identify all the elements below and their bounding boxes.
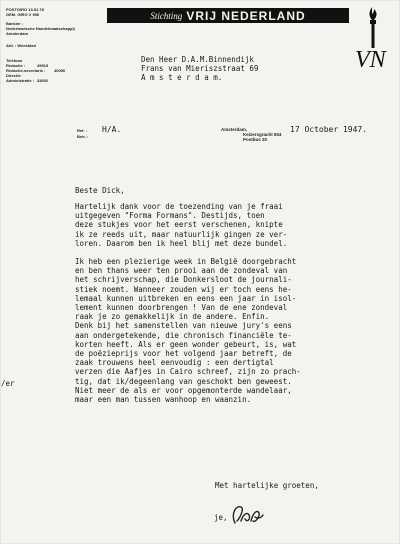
- letter-date: 17 October 1947.: [290, 125, 368, 134]
- paragraph-2: [75, 257, 301, 404]
- street-address: Keizersgracht 604: [243, 132, 282, 137]
- paragraph-2-line: lemaal kunnen uitbreken en eens een jaar in isol-: [75, 293, 297, 303]
- reference-labels: [77, 128, 88, 140]
- paragraph-2-line: lement kunnen doorbrengen ! Van de ene zondeval: [75, 303, 288, 313]
- paragraph-1: [75, 202, 287, 248]
- paragraph-2-line: korten heeft. Als er geen wonder gebeurt, is, wat: [75, 339, 297, 349]
- logo-letters: VN: [355, 47, 386, 71]
- paragraph-2-line: de poëzieprijs voor het volgend jaar betreft, de: [75, 349, 292, 359]
- bank-name: Nederlandsche Handelmaatschappij: [6, 26, 75, 31]
- place-name: Amsterdam,: [221, 127, 248, 132]
- telefoon-label: Telefoon: [6, 58, 23, 63]
- paragraph-2-line: en ben thans weer ten prooi aan de zondeval van: [75, 266, 288, 276]
- stichting-label: Stichting: [150, 10, 183, 21]
- paragraph-2-line: Denk bij het samenstellen van nieuwe jury's eens: [75, 321, 292, 331]
- reference-value: H/A.: [102, 125, 122, 134]
- paragraph-2-line: raak je zo gemakkelijk in de andere. Enfin.: [75, 312, 270, 322]
- letterhead-details: [6, 7, 75, 83]
- paragraph-2-line: verzen die Aafjes in Cairo schreef, zijn zo prach-: [75, 367, 301, 377]
- paragraph-1-line: loren. Daarom ben ik heel blij met deze bundel.: [75, 238, 288, 248]
- paragraph-2-line: Ik heb een plezierige week in België doorgebracht: [75, 257, 297, 266]
- redactie-number: 45915: [37, 63, 49, 68]
- sign-prefix: je,: [214, 513, 228, 522]
- letterhead-banner: [107, 8, 349, 23]
- postbus: Postbus 20: [243, 137, 268, 142]
- betr-label: Betr. :: [77, 134, 89, 139]
- administratie-label: Administratie :: [6, 78, 35, 83]
- paragraph-1-line: ik ze reeds uit, maar natuurlijk gingen ze ver-: [75, 229, 288, 239]
- torch-logo-icon: [351, 5, 395, 71]
- bankier-label: Bankier :: [6, 21, 24, 26]
- paragraph-2-line: zaak trouwens heel eenvoudig : een dertigtal: [75, 358, 274, 368]
- paragraph-2-line: het schrijverschap, die Donkersloot de journali-: [75, 275, 292, 285]
- greeting: Beste Dick,: [75, 186, 125, 195]
- edge-fragment: /er: [1, 379, 15, 388]
- ref-label: Ref. :: [77, 128, 87, 133]
- sender-address: [221, 127, 282, 142]
- paragraph-1-line: Hartelijk dank voor de toezending van je fraai: [75, 202, 283, 211]
- paragraph-2-line: Niet meer de als er voor opgemonterde wandelaar,: [75, 385, 292, 395]
- afdeling-label: Afd. : Weekblad: [6, 43, 36, 48]
- bank-city: Amsterdam: [6, 31, 29, 36]
- postgiro-number: POSTGIRO 13.51.78: [6, 7, 44, 12]
- paragraph-2-line: stiek noemt. Wanneer zouden wij er toch eens he-: [75, 284, 292, 294]
- gem-giro-number: GEM. GIRO V 996: [6, 12, 40, 17]
- paragraph-2-line: maar een man tussen wanhoop en waanzin.: [75, 395, 252, 405]
- paragraph-1-line: deze stukjes voor het eerst verschenen, knipte: [75, 220, 283, 230]
- recipient-address: [141, 55, 258, 83]
- redactie-label: Redactie :: [6, 63, 26, 68]
- administratie-number: 33692: [37, 78, 49, 83]
- closing: Met hartelijke groeten,: [215, 481, 319, 490]
- redactie-secretaris-number: 40090: [54, 68, 66, 73]
- organization-name: VRIJ NEDERLAND: [186, 8, 306, 23]
- address-line-2: Frans van Mieriszstraat 69: [141, 64, 259, 74]
- address-line-1: Den Heer D.A.M.Binnendijk: [141, 55, 254, 64]
- redactie-secretaris-label: Redactie-secretaris :: [6, 68, 46, 73]
- signature-icon: [227, 501, 265, 529]
- address-line-3: A m s t e r d a m.: [141, 73, 223, 83]
- paragraph-2-line: aan ondergetekende, die chronisch financiële te-: [75, 330, 292, 340]
- paragraph-1-line: uitgegeven "Forma Formans". Destijds, toen: [75, 211, 265, 221]
- directie-label: Directie: [6, 73, 21, 78]
- paragraph-2-line: tig, dat ik/degeenlang van geschokt ben geweest.: [75, 376, 292, 386]
